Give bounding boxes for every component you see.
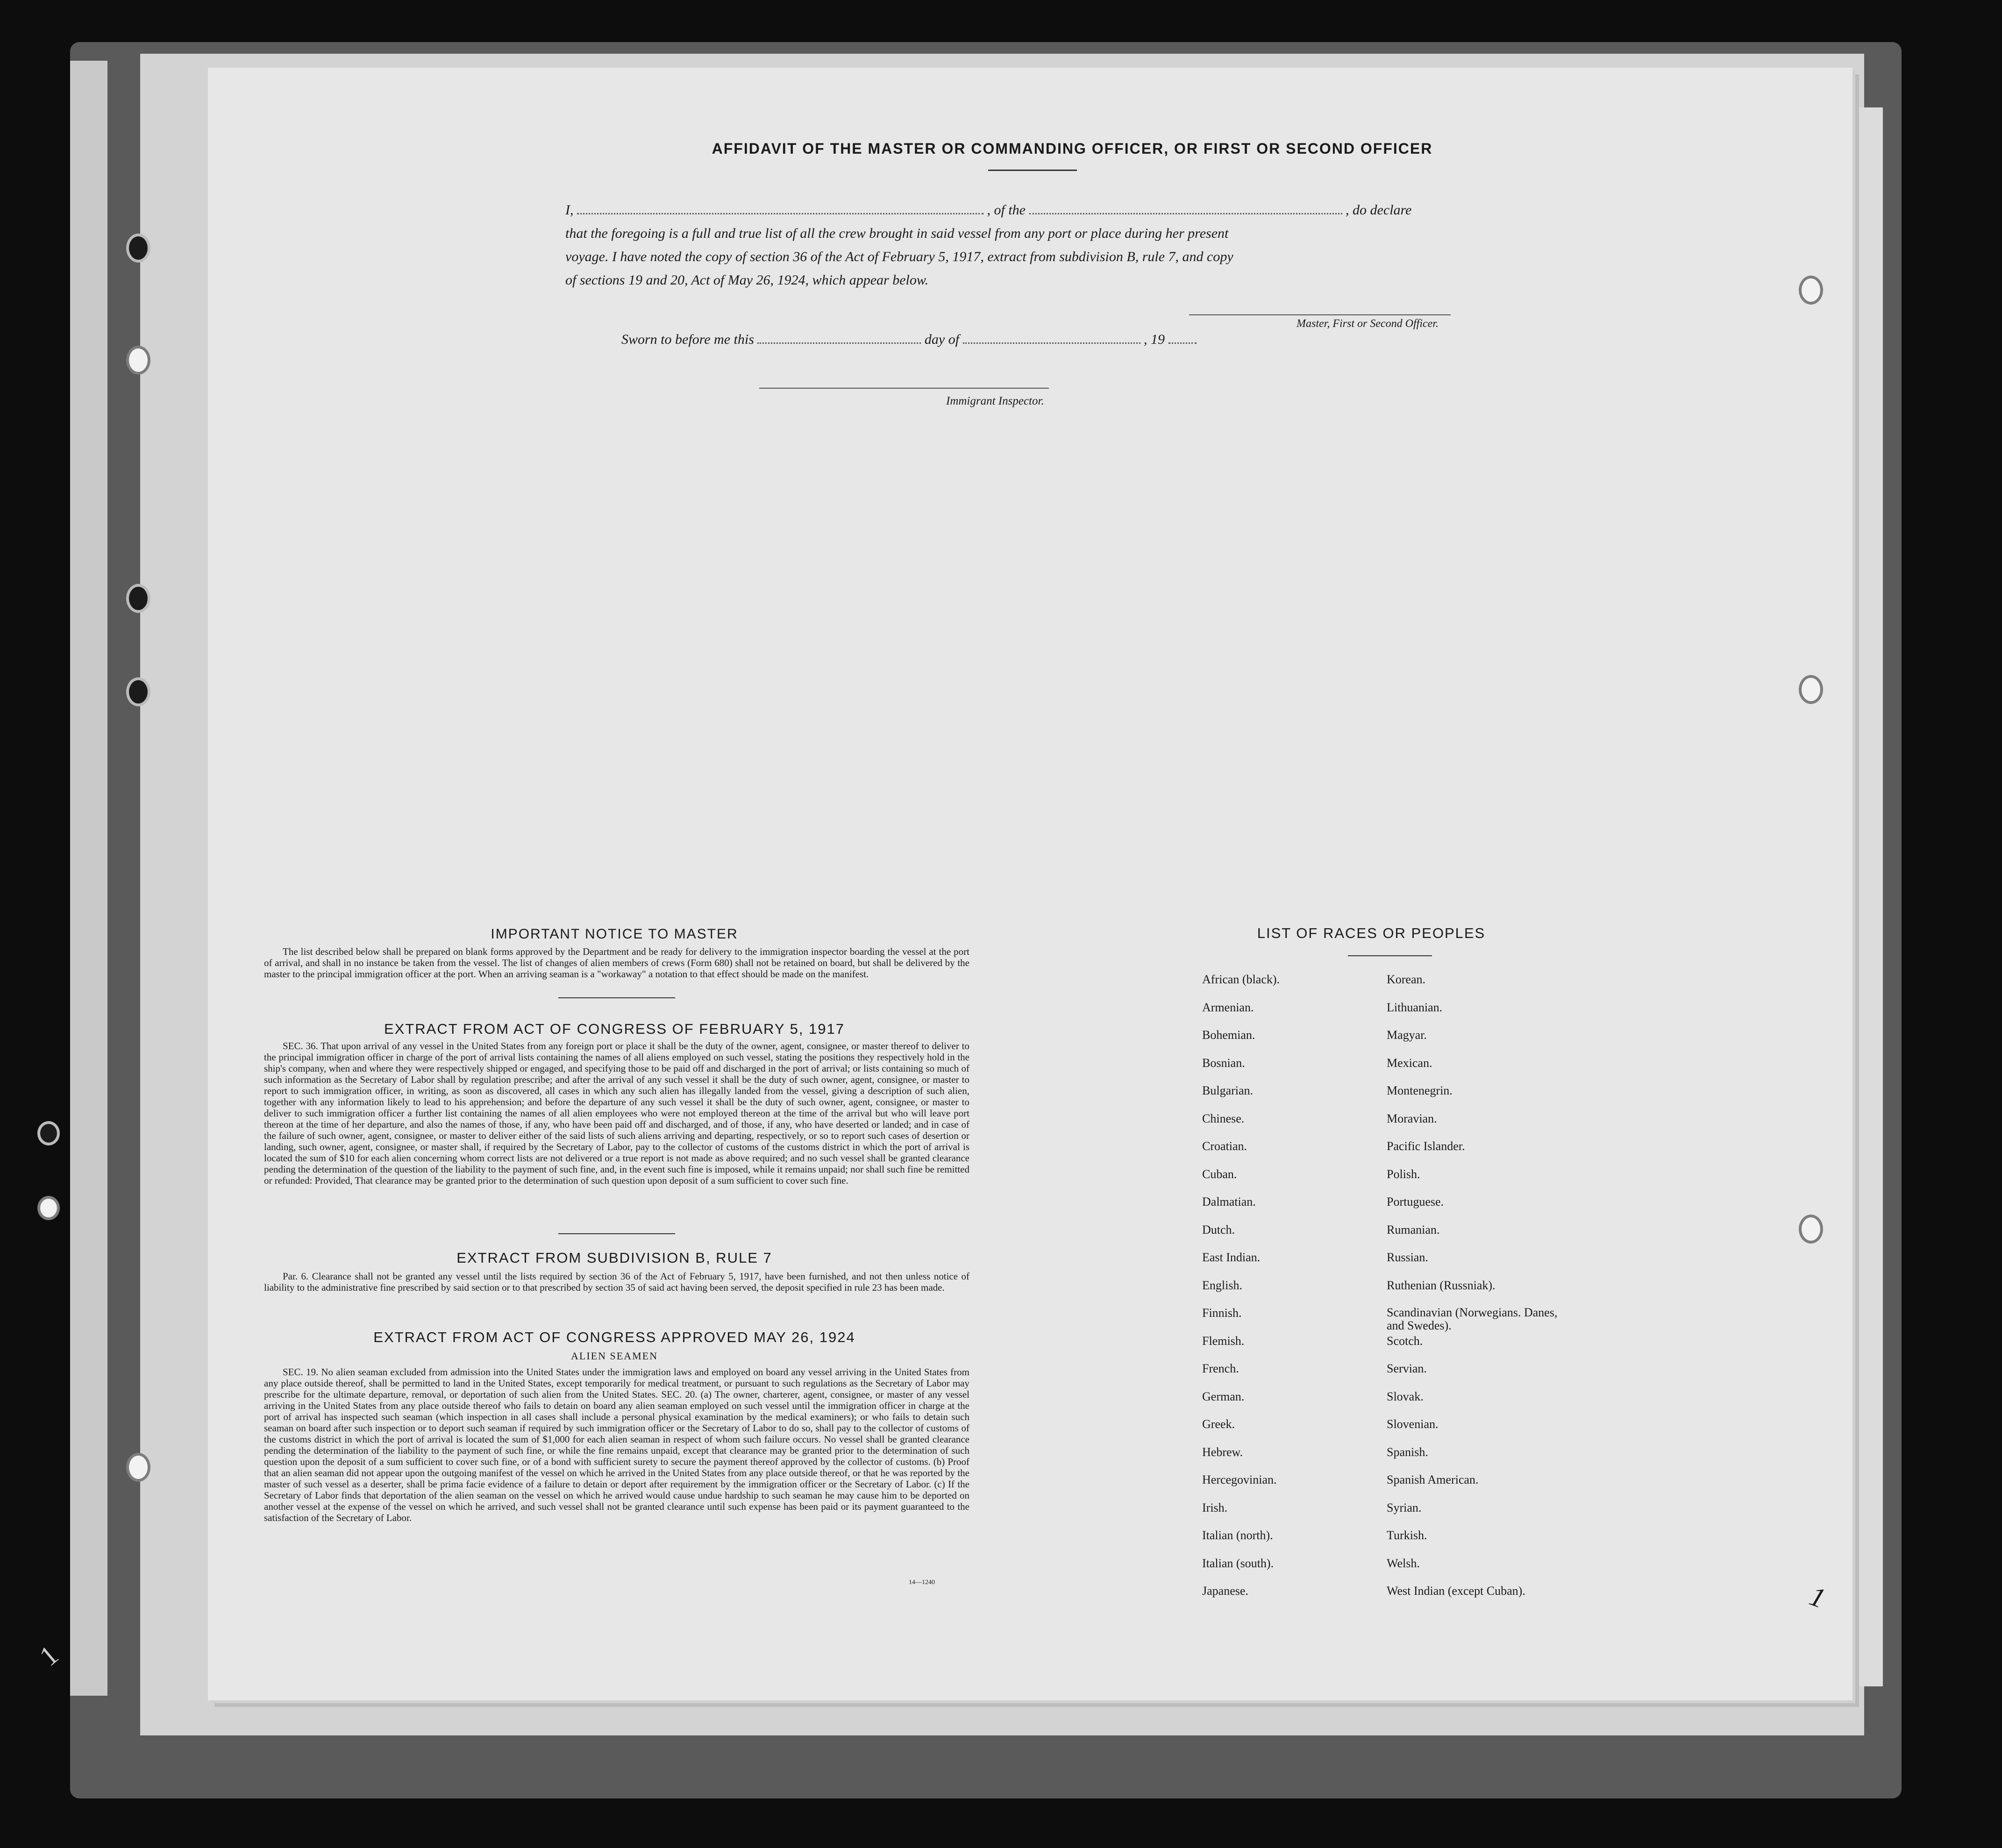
sworn-day-field[interactable] — [757, 342, 921, 344]
race-item: Magyar. — [1387, 1028, 1427, 1042]
affidavit-of-the: , of the — [987, 202, 1026, 218]
extract-1917-title: EXTRACT FROM ACT OF CONGRESS OF FEBRUARY 5, 1917 — [384, 1021, 845, 1037]
race-item: Korean. — [1387, 973, 1426, 986]
affidavit-i: I, — [565, 202, 574, 218]
race-item: Japanese. — [1202, 1584, 1248, 1598]
rule7-title: EXTRACT FROM SUBDIVISION B, RULE 7 — [456, 1250, 772, 1266]
binder-hole — [1799, 675, 1823, 704]
sworn-year-field[interactable] — [1168, 342, 1197, 344]
race-item: Welsh. — [1387, 1556, 1420, 1570]
race-item: Hercegovinian. — [1202, 1473, 1277, 1486]
race-item: Finnish. — [1202, 1306, 1242, 1320]
binder-hole — [1799, 1215, 1823, 1244]
rule7-text: Par. 6. Clearance shall not be granted any vessel until the lists required by section 36 of the Act of February 5, 1917, have been furnished, and not then unless notice of liability to the administrative fine prescribed by said section or to that prescribed by section 35 of said act having been served, the deposit specified in rule 23 has been made. — [264, 1271, 969, 1293]
race-item: Italian (south). — [1202, 1556, 1274, 1570]
race-item: Ruthenian (Russniak). — [1387, 1278, 1496, 1292]
race-item: Portuguese. — [1387, 1195, 1444, 1208]
notice-title: IMPORTANT NOTICE TO MASTER — [491, 926, 738, 942]
race-item: Moravian. — [1387, 1111, 1437, 1125]
extract-1924-text: SEC. 19. No alien seaman excluded from admission into the United States under the immigration laws and employed on board any vessel arriving in the United States from any place outside thereof, shall be permitted to land in the United States, except temporarily for medical treatment, or pursuant to such regulations as the Secretary of Labor may prescribe for the ultimate departure, removal, or deportation of such alien from the United States. SEC. 20. (a) The owner, charterer, agent, consignee, or master of any vessel arriving in the United States from any place outside thereof who fails to detain on board any alien seaman employed on such vessel until the immigration officer in charge at the port of arrival has inspected such seaman (which inspection in all cases shall include a personal physical examination by the medical examiners); or who fails to detain such seaman on board after such inspection or to deport such seaman if required by such immigration officer or the Secretary of Labor to do so, shall pay to the collector of customs of the customs district in which the port of arrival is located the sum of $1,000 for each alien seaman in respect of whom such failure occurs. No vessel shall be granted clearance pending the determination of the liability to the payment of such fine, or while the fine remains unpaid, except that clearance may be granted prior to the determination of such question upon the deposit of a sum sufficient to cover such fine, or of a bond with sufficient surety to secure the payment thereof approved by the collector of customs. (b) Proof that an alien seaman did not appear upon the outgoing manifest of the vessel on which he arrived in the United States from any place outside thereof, or that he was reported by the master of such vessel as a deserter, shall be prima facie evidence of a failure to detain or deport after requirement by the immigration officer or the Secretary of Labor. (c) If the Secretary of Labor finds that deportation of the alien seaman on the vessel on which he arrived would cause undue hardship to such seaman he may cause him to be deported on another vessel at the expense of the vessel on which he arrived, and such vessel shall not be granted clearance until such expense has been paid or its payment guaranteed to the satisfaction of the Secretary of Labor. — [264, 1366, 969, 1523]
race-item: Dalmatian. — [1202, 1195, 1256, 1208]
affidavit-title-rule — [988, 170, 1077, 171]
race-item: Chinese. — [1202, 1111, 1245, 1125]
sworn-prefix: Sworn to before me this — [621, 332, 754, 347]
races-title: LIST OF RACES OR PEOPLES — [1257, 925, 1486, 941]
corner-mark: 1 — [33, 1639, 64, 1672]
affidavit-line-4: of sections 19 and 20, Act of May 26, 1924, which appear below. — [565, 272, 929, 288]
form-number: 14—1240 — [909, 1579, 935, 1586]
race-item: West Indian (except Cuban). — [1387, 1584, 1525, 1598]
race-item: Irish. — [1202, 1500, 1228, 1514]
binder-hole — [37, 1196, 60, 1220]
race-item: Croatian. — [1202, 1139, 1247, 1153]
affidavit-line-3: voyage. I have noted the copy of section 36 of the Act of February 5, 1917, extract from subdivision B, rule 7, and copy — [565, 249, 1233, 264]
affidavit-title: AFFIDAVIT OF THE MASTER OR COMMANDING OFFICER, OR FIRST OR SECOND OFFICER — [712, 140, 1433, 157]
race-item: Montenegrin. — [1387, 1084, 1453, 1097]
inspector-signature-line[interactable] — [759, 388, 1049, 389]
year-prefix: , 19 — [1144, 332, 1165, 347]
sworn-month-field[interactable] — [963, 342, 1140, 344]
race-item: Bulgarian. — [1202, 1084, 1254, 1097]
day-of-label: day of — [924, 332, 960, 347]
vessel-name-field[interactable] — [1029, 213, 1342, 214]
race-item: Slovenian. — [1387, 1417, 1439, 1431]
race-item: Spanish American. — [1387, 1473, 1479, 1486]
race-item: English. — [1202, 1278, 1242, 1292]
extract-1917-text: SEC. 36. That upon arrival of any vessel in the United States from any foreign port or place it shall be the duty of the owner, agent, consignee, or master thereof to deliver to the principal immigration officer in charge of the port of arrival lists containing the names of all aliens employed on such vessel, stating the positions they respectively hold in the ship's company, when and where they were respectively shipped or engaged, and specifying those to be paid off and discharged in the port of arrival; or lists containing so much of such information as the Secretary of Labor shall by regulation prescribe; and after the arrival of any such vessel it shall be the duty of such owner, agent, consignee, or master to report to such immigration officer, in writing, as soon as discovered, all cases in which any such alien has illegally landed from the vessel, giving a description of such alien, together with any information likely to lead to his apprehension; and before the departure of any such vessel it shall be the duty of such owner, agent, consignee, or master to deliver to such immigration officer a further list containing the names of all alien employees who were not employed thereon at the time of the arrival but who will leave port thereon at the time of her departure, and also the names of those, if any, who have been paid off and discharged, and of those, if any, who have deserted or landed; and in case of the failure of such owner, agent, consignee, or master to deliver either of the said lists of such aliens arriving and departing, respectively, or so to report such cases of desertion or landing, such owner, agent, consignee, or master shall, if required by the Secretary of Labor, pay to the collector of customs of the customs district in which the port of arrival is located the sum of $10 for each alien concerning whom correct lists are not delivered or a true report is not made as above required; and no such vessel shall be granted clearance pending the determination of the question of the liability to the payment of such fine, and, in the event such fine is imposed, while it remains unpaid; nor shall such fine be remitted or refunded: Provided, That clearance may be granted prior to the determination of such question upon deposit of a sum sufficient to cover such fine. — [264, 1040, 969, 1186]
binder-hole — [126, 234, 150, 263]
race-item: Syrian. — [1387, 1500, 1422, 1514]
affidavit-line-2: that the foregoing is a full and true list of all the crew brought in said vessel from any port or place during her present — [565, 226, 1229, 241]
race-item: Dutch. — [1202, 1223, 1235, 1237]
race-item: Italian (north). — [1202, 1528, 1273, 1542]
race-item: Armenian. — [1202, 1000, 1254, 1014]
race-item: Slovak. — [1387, 1389, 1424, 1403]
race-item: Servian. — [1387, 1362, 1427, 1375]
document-page — [208, 68, 1852, 1700]
binder-hole — [126, 1453, 150, 1482]
race-item: Scandinavian (Norwegians. Danes, and Swedes). — [1387, 1306, 1558, 1332]
extract-1924-title: EXTRACT FROM ACT OF CONGRESS APPROVED MAY 26, 1924 — [373, 1329, 855, 1345]
race-item: Cuban. — [1202, 1167, 1237, 1181]
race-item: African (black). — [1202, 973, 1280, 986]
race-item: Greek. — [1202, 1417, 1235, 1431]
race-item: Rumanian. — [1387, 1223, 1440, 1237]
binder-hole — [126, 677, 150, 706]
sworn-line — [621, 332, 1197, 348]
race-item: German. — [1202, 1389, 1245, 1403]
inspector-label: Immigrant Inspector. — [946, 395, 1044, 407]
race-item: Bohemian. — [1202, 1028, 1255, 1042]
race-item: Scotch. — [1387, 1334, 1423, 1348]
binder-edge-strip — [70, 61, 107, 1696]
extract-1924-subtitle: ALIEN SEAMEN — [571, 1350, 658, 1362]
binder-hole — [126, 346, 150, 375]
extract-1917-rule — [558, 1233, 675, 1234]
race-item: Spanish. — [1387, 1445, 1428, 1459]
notice-text: The list described below shall be prepared on blank forms approved by the Department and be ready for delivery to the immigration inspector boarding the vessel at the port of arrival, and shall in no instance be taken from the vessel. The list of changes of alien members of crews (Form 680) shall not be retained on board, but shall be delivered by the master to the principal immigration officer at the port. When an arriving seaman is a "workaway" a notation to that effect should be made on the manifest. — [264, 946, 969, 980]
master-name-field[interactable] — [577, 213, 983, 214]
binder-hole — [126, 584, 150, 613]
affidavit-declare: , do declare — [1346, 202, 1412, 218]
race-item: French. — [1202, 1362, 1239, 1375]
affidavit-body — [565, 199, 1696, 292]
race-item: Turkish. — [1387, 1528, 1427, 1542]
race-item: East Indian. — [1202, 1251, 1261, 1264]
race-item: Russian. — [1387, 1251, 1428, 1264]
binder-hole — [37, 1121, 60, 1145]
binder-hole — [1799, 276, 1823, 305]
race-item: Flemish. — [1202, 1334, 1245, 1348]
master-signature-line[interactable] — [1189, 314, 1451, 315]
races-title-rule — [1348, 955, 1432, 956]
notice-rule — [558, 997, 675, 998]
race-item: Lithuanian. — [1387, 1000, 1443, 1014]
race-item: Bosnian. — [1202, 1056, 1245, 1070]
race-item: Polish. — [1387, 1167, 1420, 1181]
race-item: Pacific Islander. — [1387, 1139, 1465, 1153]
race-item: Hebrew. — [1202, 1445, 1243, 1459]
master-signature-label: Master, First or Second Officer. — [1297, 318, 1439, 330]
page-number-mark: 1 — [1805, 1580, 1830, 1614]
race-item: Mexican. — [1387, 1056, 1432, 1070]
